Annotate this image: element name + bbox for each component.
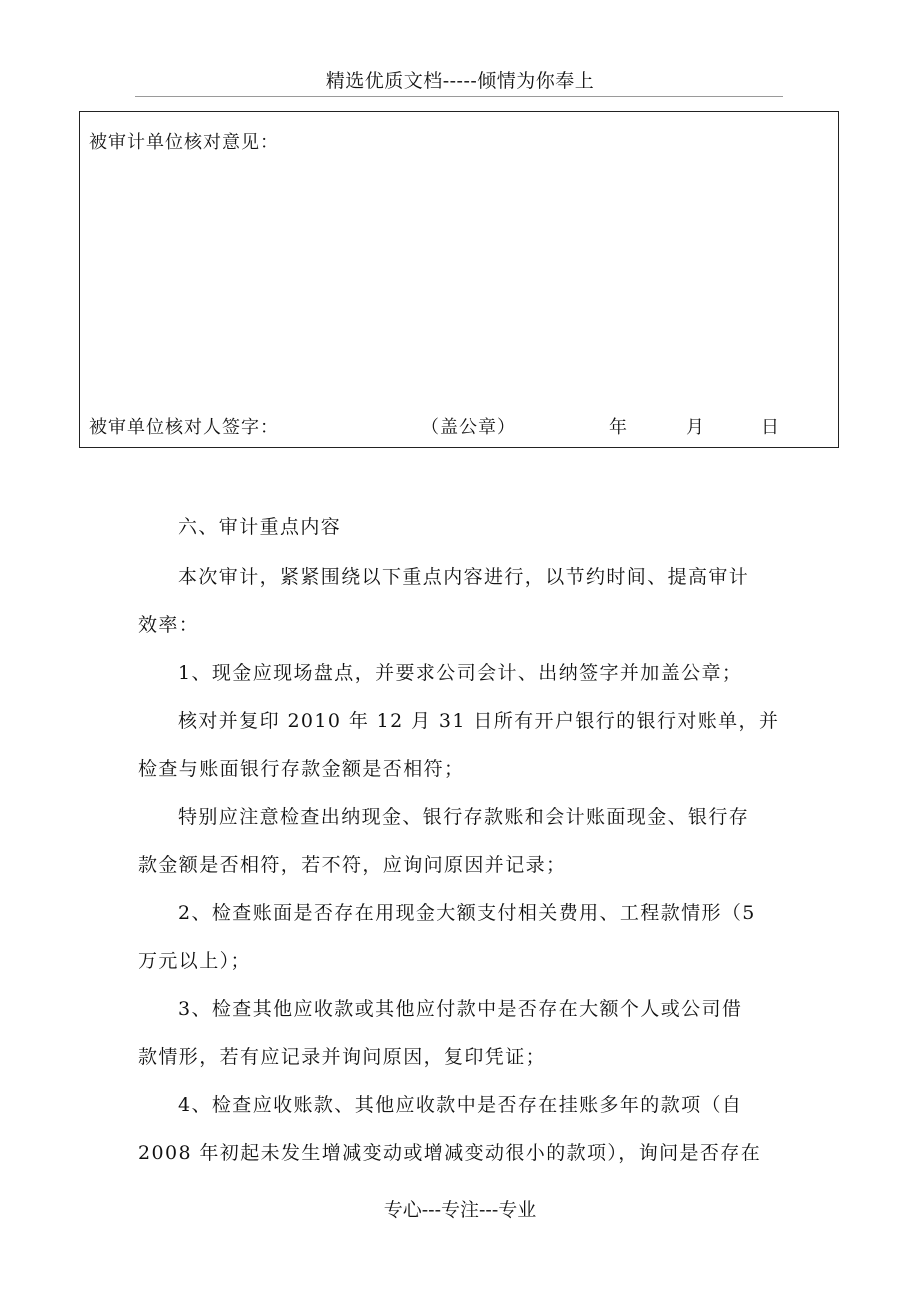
- page-header: 精选优质文档-----倾情为你奉上: [325, 70, 595, 92]
- opinion-label: 被审计单位核对意见：: [89, 132, 279, 153]
- paragraph-line: 2008 年初起未发生增减变动或增减变动很小的款项），询问是否存在: [138, 1142, 762, 1164]
- paragraph-line: 款金额是否相符，若不符，应询问原因并记录；: [138, 854, 567, 876]
- paragraph-line: 万元以上）；: [138, 950, 251, 972]
- day-label: 日: [761, 417, 780, 438]
- seal-label: （盖公章）: [421, 417, 516, 438]
- section-heading: 六、审计重点内容: [178, 516, 342, 538]
- paragraph-line: 2、检查账面是否存在用现金大额支付相关费用、工程款情形（5: [178, 902, 756, 924]
- audit-opinion-box: [79, 111, 839, 448]
- paragraph-line: 1、现金应现场盘点，并要求公司会计、出纳签字并加盖公章；: [178, 662, 743, 684]
- paragraph-line: 4、检查应收账款、其他应收款中是否存在挂账多年的款项（自: [178, 1094, 743, 1116]
- month-label: 月: [686, 417, 705, 438]
- header-divider: [135, 96, 783, 97]
- paragraph-line: 3、检查其他应收款或其他应付款中是否存在大额个人或公司借: [178, 998, 743, 1020]
- year-label: 年: [609, 417, 628, 438]
- paragraph-line: 特别应注意检查出纳现金、银行存款账和会计账面现金、银行存: [178, 806, 750, 828]
- paragraph-line: 核对并复印 2010 年 12 月 31 日所有开户银行的银行对账单，并: [178, 710, 780, 732]
- paragraph-line: 款情形，若有应记录并询问原因，复印凭证；: [138, 1046, 547, 1068]
- paragraph-line: 本次审计，紧紧围绕以下重点内容进行，以节约时间、提高审计: [178, 566, 750, 588]
- paragraph-line: 检查与账面银行存款金额是否相符；: [138, 758, 465, 780]
- signature-label: 被审单位核对人签字：: [89, 417, 279, 438]
- page-footer: 专心---专注---专业: [383, 1199, 537, 1221]
- paragraph-line: 效率：: [138, 614, 200, 636]
